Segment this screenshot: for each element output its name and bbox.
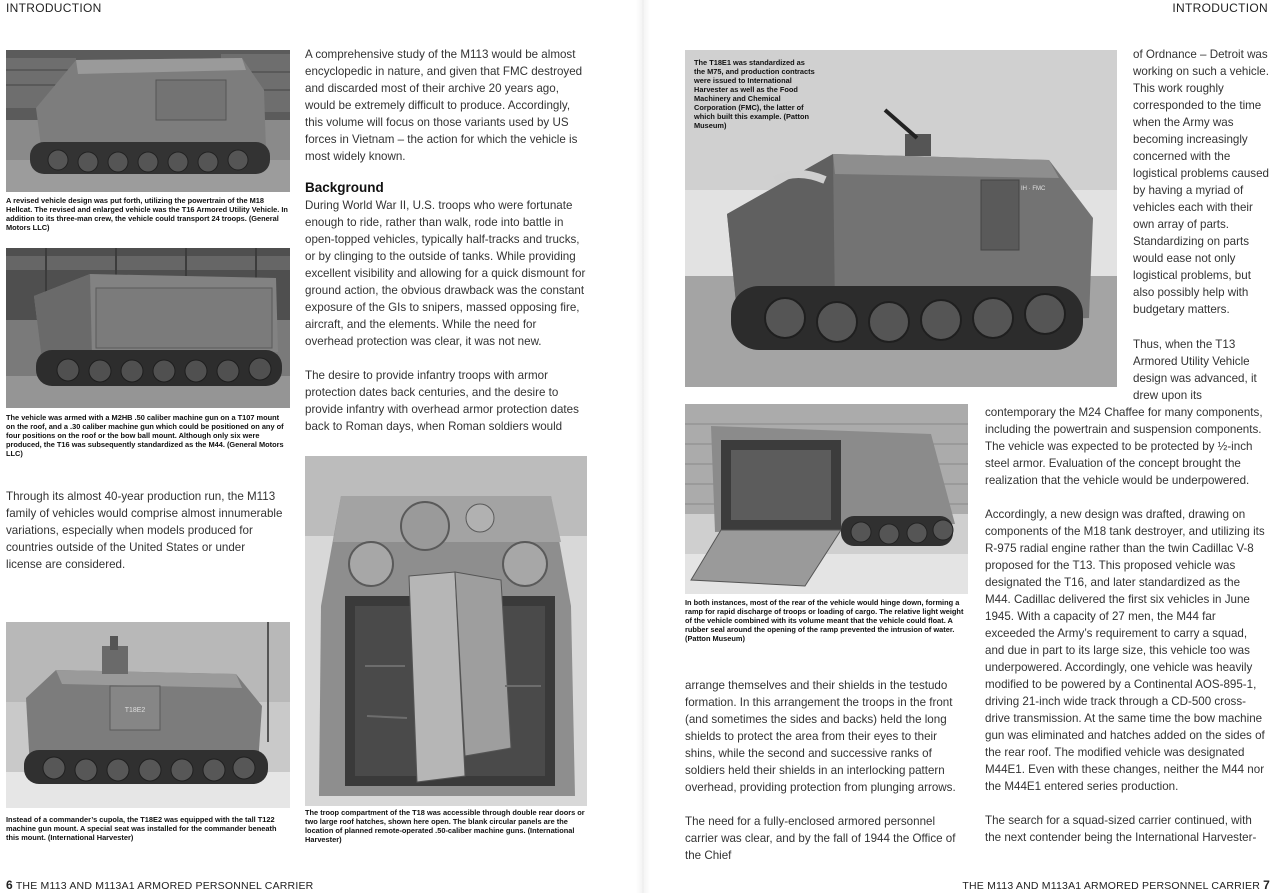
photo-t16-rear [6, 248, 290, 408]
right-col-top-text [1133, 46, 1273, 318]
page-number-right: 7 [1263, 878, 1270, 892]
book-gutter [636, 0, 650, 893]
photo-t18e2 [6, 622, 290, 808]
photo-t18-overhead [305, 456, 587, 806]
section-heading-background: Background [305, 180, 384, 195]
caption-t16-side: A revised vehicle design was put forth, utilizing the powertrain of the M18 Hellcat. The revised and enlarged vehicle was the T16 Armored Utility Vehicle. In addition to its three-man crew, the vehicle could transport 24 troops. (General Motors LLC) [6, 196, 288, 232]
paragraph-t13-start: Thus, when the T13 Armored Utility Vehicle design was advanced, it drew upon its [1133, 338, 1257, 402]
col2-text [305, 46, 587, 435]
caption-rear-ramp: In both instances, most of the rear of the vehicle would hinge down, forming a ramp for rapid discharge of troops or loading of cargo. The relative light weight of the vehicle combined with its volume meant that the vehicle could float. A rubber seal around the opening of the ramp prevented the intrusion of water. (Patton Museum) [685, 598, 964, 643]
hull-marking: T18E2 [124, 707, 146, 714]
page-number-left: 6 [6, 878, 13, 892]
footer-left [6, 878, 313, 892]
paragraph-testudo: arrange themselves and their shields in the testudo formation. In this arrangement the troops in the front (and sometimes the sides and backs) held the long shields to protect the area from their eyes to their shins, while the second and successive ranks of soldiers held their shields in an interlocking pattern overhead, providing protection from plunging arrows. [685, 679, 956, 794]
right-col-mid-text [685, 677, 969, 864]
footer-right [962, 878, 1270, 892]
paragraph-ordnance-detroit: of Ordnance – Detroit was working on such a vehicle. This work roughly corresponded to the time when the Army was becoming increasingly concerned with the logistical problems caused by having a myriad of vehicles each with their own array of parts. Standardizing on parts would ease not only logistical problems, but also possibly help with budgetary matters. [1133, 48, 1269, 316]
paragraph-need: The need for a fully-enclosed armored personnel carrier was clear, and by the fall of 1944 the Office of the Chief [685, 815, 956, 862]
running-header-left: INTRODUCTION [6, 1, 102, 15]
caption-t18-overhead: The troop compartment of the T18 was accessible through double rear doors or two large roof hatches, shown here open. The blank circular panels are the location of planned remote-operated .50-caliber machine guns. (International Harvester) [305, 808, 585, 844]
footer-right-title: THE M113 AND M113A1 ARMORED PERSONNEL CARRIER [962, 880, 1260, 892]
photo-t16-side [6, 50, 290, 192]
hull-marking-fmc: IH · FMC [1021, 186, 1046, 192]
paragraph-t13-cont: contemporary the M24 Chaffee for many components, including the powertrain and suspension components. The vehicle was expected to be protected by ½-inch steel armor. Evaluation of the concept brought the realization that the vehicle would be underpowered. [985, 406, 1263, 487]
caption-t18e2: Instead of a commander’s cupola, the T18E2 was equipped with the tall T122 machine gun mount. A special seat was installed for the commander beneath this mount. (International Harvester) [6, 815, 277, 842]
paragraph-background-1: During World War II, U.S. troops who were fortunate enough to ride, rather than walk, rode into battle in open-topped vehicles, typically half-tracks and trucks, or by clinging to the outside of tanks. While providing excellent visibility and allowing for a quick dismount for ground action, the obvious drawback was the constant exposure of the GIs to snipers, massed opposing fire, aircraft, and the elements. While the need for overhead protection was clear, it was not new. [305, 199, 586, 348]
paragraph-production-run: Through its almost 40-year production run, the M113 family of vehicles would comprise almost innumerable variations, especially when models produced for countries outside of the United States or under license are considered. [6, 490, 283, 571]
footer-left-title: THE M113 AND M113A1 ARMORED PERSONNEL CARRIER [15, 880, 314, 892]
paragraph-search: The search for a squad-sized carrier continued, with the next contender being the International Harvester- [985, 814, 1257, 844]
right-col-lower-text [985, 404, 1267, 846]
t13-start-text [1133, 336, 1273, 404]
paragraph-background-2: The desire to provide infantry troops with armor protection dates back centuries, and the desire to provide infantry with overhead armor protection dates back to Roman days, when Roman soldiers would [305, 369, 579, 433]
photo-rear-ramp [685, 404, 968, 594]
col1-text [6, 488, 284, 573]
paragraph-accordingly: Accordingly, a new design was drafted, drawing on components of the M18 tank destroyer, and utilizing its R-975 radial engine rather than the twin Cadillac V-8 proposed for the T13. This proposed vehicle was designated the T16, and later standardized as the M44. Cadillac delivered the first six vehicles in June 1945. With a capacity of 27 men, the M44 far exceeded the Army’s requirement to carry a squad, and due in part to its large size, this vehicle too was underpowered. Accordingly, one vehicle was heavily modified to be powered by a Continental AOS-895-1, driving 21-inch wide track through a CD-500 cross-drive transmission. At the same time the bow machine gun was eliminated and hatches added on the sides of the rear roof. The modified vehicle was designated M44E1. Even with these changes, neither the M44 nor the M44E1 entered series production. [985, 508, 1265, 793]
caption-t16-rear: The vehicle was armed with a M2HB .50 caliber machine gun on a T107 mount on the roof, and a .30 caliber machine gun which could be positioned on any of four positions on the roof or the bow ball mount. Although only six were produced, the T16 was subsequently standardized as the M44. (General Motors LLC) [6, 413, 284, 458]
caption-t18e1: The T18E1 was standardized as the M75, and production contracts were issued to International Harvester as well as the Food Machinery and Chemical Corporation (FMC), the latter of which built this example. (Patton Museum) [694, 58, 815, 130]
running-header-right: INTRODUCTION [1172, 1, 1268, 15]
paragraph-intro: A comprehensive study of the M113 would be almost encyclopedic in nature, and given that FMC destroyed and discarded most of their archive 20 years ago, would be extremely difficult to produce. Accordingly, this volume will focus on those variants used by US forces in Vietnam – the action for which the vehicle is most widely known. [305, 48, 583, 163]
